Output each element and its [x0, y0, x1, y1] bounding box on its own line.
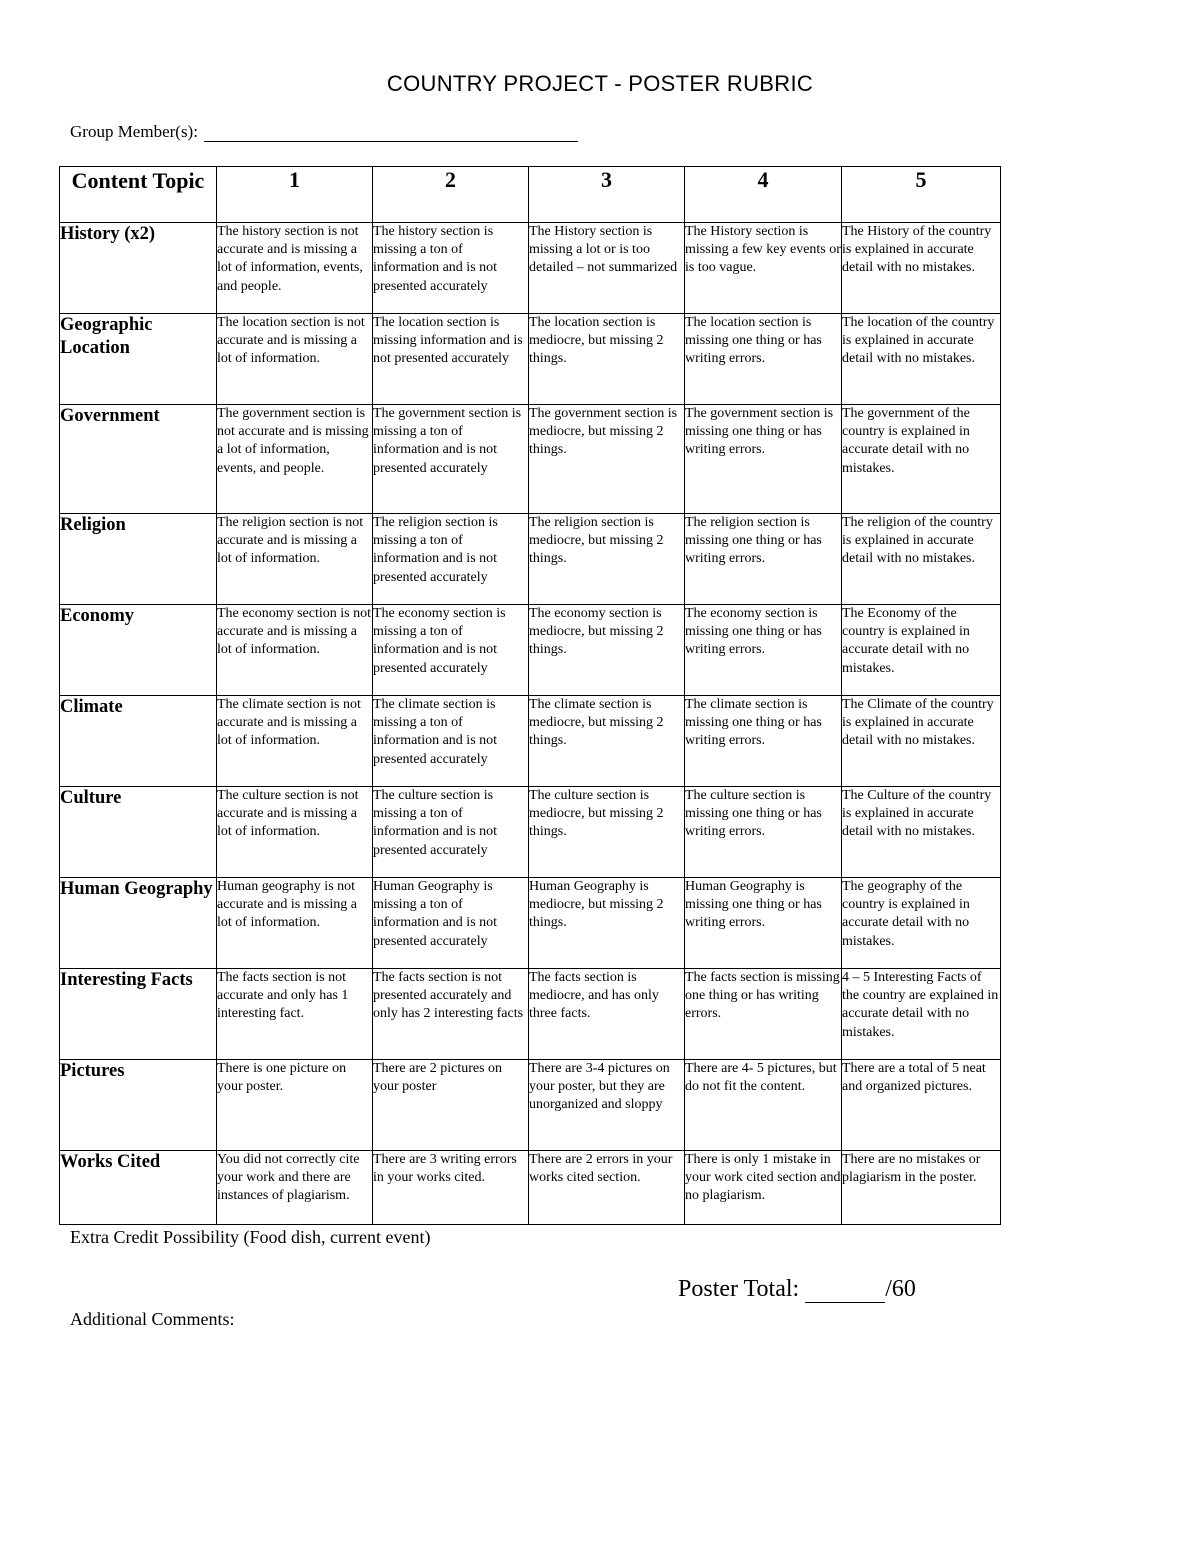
rubric-score-1-cell: The religion section is not accurate and is missing a lot of information.: [217, 514, 373, 605]
poster-total: [678, 1276, 916, 1303]
rubric-row: [60, 969, 1001, 1060]
header-content-topic: Content Topic: [60, 167, 217, 223]
rubric-score-5-cell: 4 – 5 Interesting Facts of the country are explained in accurate detail with no mistakes.: [842, 969, 1001, 1060]
rubric-topic-cell: Religion: [60, 514, 217, 605]
header-score-5: 5: [842, 167, 1001, 223]
rubric-score-2-cell: The economy section is missing a ton of information and is not presented accurately: [373, 605, 529, 696]
rubric-row: [60, 514, 1001, 605]
rubric-score-3-cell: Human Geography is mediocre, but missing 2 things.: [529, 878, 685, 969]
rubric-score-5-cell: The government of the country is explained in accurate detail with no mistakes.: [842, 405, 1001, 514]
rubric-score-1-cell: The climate section is not accurate and is missing a lot of information.: [217, 696, 373, 787]
rubric-topic-cell: History (x2): [60, 223, 217, 314]
rubric-header-row: [60, 167, 1001, 223]
rubric-score-1-cell: The culture section is not accurate and is missing a lot of information.: [217, 787, 373, 878]
rubric-row: [60, 223, 1001, 314]
rubric-score-5-cell: The History of the country is explained in accurate detail with no mistakes.: [842, 223, 1001, 314]
rubric-row: [60, 787, 1001, 878]
poster-total-blank-line: [805, 1278, 885, 1303]
header-score-1: 1: [217, 167, 373, 223]
rubric-score-3-cell: The culture section is mediocre, but missing 2 things.: [529, 787, 685, 878]
rubric-score-2-cell: Human Geography is missing a ton of information and is not presented accurately: [373, 878, 529, 969]
rubric-score-5-cell: The religion of the country is explained in accurate detail with no mistakes.: [842, 514, 1001, 605]
rubric-score-5-cell: There are no mistakes or plagiarism in the poster.: [842, 1151, 1001, 1225]
rubric-score-4-cell: The climate section is missing one thing or has writing errors.: [685, 696, 842, 787]
poster-total-max: /60: [885, 1276, 916, 1302]
rubric-score-3-cell: The facts section is mediocre, and has only three facts.: [529, 969, 685, 1060]
rubric-score-2-cell: The religion section is missing a ton of information and is not presented accurately: [373, 514, 529, 605]
rubric-score-1-cell: You did not correctly cite your work and there are instances of plagiarism.: [217, 1151, 373, 1225]
rubric-score-4-cell: The religion section is missing one thing or has writing errors.: [685, 514, 842, 605]
rubric-score-2-cell: The facts section is not presented accurately and only has 2 interesting facts: [373, 969, 529, 1060]
rubric-score-4-cell: Human Geography is missing one thing or has writing errors.: [685, 878, 842, 969]
rubric-topic-cell: Interesting Facts: [60, 969, 217, 1060]
rubric-score-1-cell: The location section is not accurate and is missing a lot of information.: [217, 314, 373, 405]
rubric-score-1-cell: The facts section is not accurate and only has 1 interesting fact.: [217, 969, 373, 1060]
rubric-score-4-cell: The facts section is missing one thing or has writing errors.: [685, 969, 842, 1060]
rubric-score-1-cell: The economy section is not accurate and is missing a lot of information.: [217, 605, 373, 696]
group-members-label: Group Member(s):: [70, 122, 198, 141]
rubric-score-1-cell: The government section is not accurate and is missing a lot of information, events, and people.: [217, 405, 373, 514]
rubric-table: [59, 166, 1001, 1225]
rubric-score-3-cell: The History section is missing a lot or is too detailed – not summarized: [529, 223, 685, 314]
extra-credit-note: Extra Credit Possibility (Food dish, current event): [70, 1227, 431, 1247]
additional-comments-label: Additional Comments:: [70, 1309, 235, 1329]
rubric-score-4-cell: The location section is missing one thing or has writing errors.: [685, 314, 842, 405]
rubric-score-4-cell: There are 4- 5 pictures, but do not fit the content.: [685, 1060, 842, 1151]
rubric-row: [60, 405, 1001, 514]
rubric-score-2-cell: The government section is missing a ton of information and is not presented accurately: [373, 405, 529, 514]
rubric-score-1-cell: Human geography is not accurate and is missing a lot of information.: [217, 878, 373, 969]
rubric-row: [60, 314, 1001, 405]
poster-total-label: Poster Total:: [678, 1276, 800, 1302]
rubric-topic-cell: Works Cited: [60, 1151, 217, 1225]
rubric-score-3-cell: There are 3-4 pictures on your poster, but they are unorganized and sloppy: [529, 1060, 685, 1151]
rubric-score-2-cell: The climate section is missing a ton of information and is not presented accurately: [373, 696, 529, 787]
rubric-score-2-cell: There are 3 writing errors in your works cited.: [373, 1151, 529, 1225]
rubric-score-3-cell: There are 2 errors in your works cited section.: [529, 1151, 685, 1225]
rubric-row: [60, 696, 1001, 787]
rubric-score-4-cell: There is only 1 mistake in your work cited section and no plagiarism.: [685, 1151, 842, 1225]
rubric-score-5-cell: There are a total of 5 neat and organized pictures.: [842, 1060, 1001, 1151]
rubric-score-4-cell: The government section is missing one thing or has writing errors.: [685, 405, 842, 514]
rubric-score-2-cell: The history section is missing a ton of information and is not presented accurately: [373, 223, 529, 314]
rubric-score-5-cell: The Economy of the country is explained in accurate detail with no mistakes.: [842, 605, 1001, 696]
rubric-score-3-cell: The location section is mediocre, but missing 2 things.: [529, 314, 685, 405]
rubric-score-4-cell: The economy section is missing one thing or has writing errors.: [685, 605, 842, 696]
rubric-score-1-cell: The history section is not accurate and is missing a lot of information, events, and people.: [217, 223, 373, 314]
rubric-score-2-cell: There are 2 pictures on your poster: [373, 1060, 529, 1151]
rubric-score-2-cell: The culture section is missing a ton of information and is not presented accurately: [373, 787, 529, 878]
header-score-2: 2: [373, 167, 529, 223]
rubric-score-3-cell: The climate section is mediocre, but missing 2 things.: [529, 696, 685, 787]
rubric-score-1-cell: There is one picture on your poster.: [217, 1060, 373, 1151]
rubric-row: [60, 878, 1001, 969]
rubric-row: [60, 1060, 1001, 1151]
header-score-4: 4: [685, 167, 842, 223]
rubric-topic-cell: Pictures: [60, 1060, 217, 1151]
rubric-topic-cell: Economy: [60, 605, 217, 696]
rubric-row: [60, 605, 1001, 696]
rubric-score-5-cell: The geography of the country is explained in accurate detail with no mistakes.: [842, 878, 1001, 969]
rubric-topic-cell: Climate: [60, 696, 217, 787]
page-title: COUNTRY PROJECT - POSTER RUBRIC: [386, 71, 814, 96]
rubric-score-5-cell: The location of the country is explained in accurate detail with no mistakes.: [842, 314, 1001, 405]
rubric-score-3-cell: The government section is mediocre, but missing 2 things.: [529, 405, 685, 514]
rubric-score-5-cell: The Culture of the country is explained in accurate detail with no mistakes.: [842, 787, 1001, 878]
rubric-score-4-cell: The History section is missing a few key events or is too vague.: [685, 223, 842, 314]
rubric-score-5-cell: The Climate of the country is explained in accurate detail with no mistakes.: [842, 696, 1001, 787]
group-members-field: [70, 122, 578, 142]
rubric-score-2-cell: The location section is missing information and is not presented accurately: [373, 314, 529, 405]
rubric-score-3-cell: The economy section is mediocre, but missing 2 things.: [529, 605, 685, 696]
rubric-score-3-cell: The religion section is mediocre, but missing 2 things.: [529, 514, 685, 605]
header-score-3: 3: [529, 167, 685, 223]
rubric-topic-cell: Human Geography: [60, 878, 217, 969]
group-members-blank-line: [204, 123, 578, 142]
rubric-score-4-cell: The culture section is missing one thing or has writing errors.: [685, 787, 842, 878]
rubric-topic-cell: Geographic Location: [60, 314, 217, 405]
rubric-topic-cell: Government: [60, 405, 217, 514]
rubric-row: [60, 1151, 1001, 1225]
rubric-topic-cell: Culture: [60, 787, 217, 878]
